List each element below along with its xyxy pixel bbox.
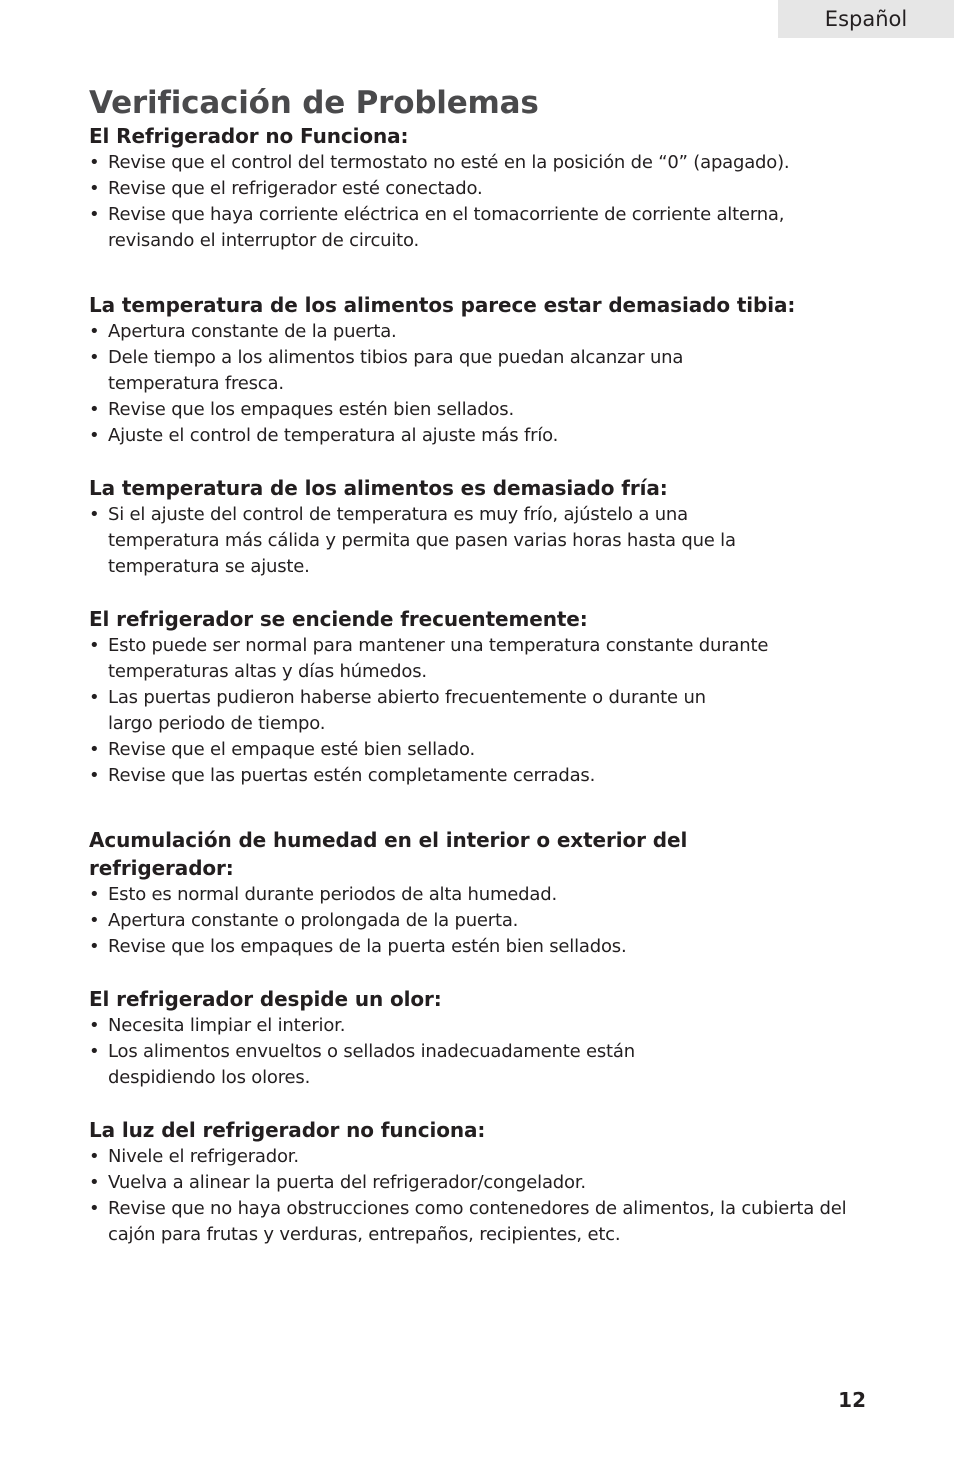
list-item: • Revise que el control del termostato no esté en la posición de “0” (apagado). bbox=[89, 150, 879, 176]
section-heading: La temperatura de los alimentos parece estar demasiado tibia: bbox=[89, 293, 796, 317]
section-heading: La temperatura de los alimentos es demasiado fría: bbox=[89, 476, 668, 500]
list-item: • Nivele el refrigerador. bbox=[89, 1144, 879, 1170]
bullet-list bbox=[89, 1013, 879, 1091]
section-runs-frequently bbox=[89, 605, 879, 789]
list-item: • Revise que el empaque esté bien sellado. bbox=[89, 737, 879, 763]
list-item: • Apertura constante o prolongada de la puerta. bbox=[89, 908, 879, 934]
list-item: • Revise que no haya obstrucciones como contenedores de alimentos, la cubierta del cajón para frutas y verduras, entrepaños, recipientes, etc. bbox=[89, 1196, 858, 1248]
list-item: • Necesita limpiar el interior. bbox=[89, 1013, 879, 1039]
list-item: • Esto puede ser normal para mantener una temperatura constante durante temperaturas altas y días húmedos. bbox=[89, 633, 808, 685]
list-item: • Si el ajuste del control de temperatura es muy frío, ajústelo a una temperatura más cálida y permita que pasen varias horas hasta que la temperatura se ajuste. bbox=[89, 502, 788, 580]
section-food-too-cold bbox=[89, 474, 879, 580]
section-heading: La luz del refrigerador no funciona: bbox=[89, 1118, 486, 1142]
section-heading: Acumulación de humedad en el interior o exterior del refrigerador: bbox=[89, 828, 688, 880]
page-content bbox=[89, 84, 879, 1248]
section-heading: El refrigerador se enciende frecuentemente: bbox=[89, 607, 588, 631]
section-light-not-working bbox=[89, 1116, 879, 1248]
list-item: • Revise que el refrigerador esté conectado. bbox=[89, 176, 879, 202]
bullet-list bbox=[89, 882, 879, 960]
list-item: • Vuelva a alinear la puerta del refrigerador/congelador. bbox=[89, 1170, 879, 1196]
section-refrigerator-not-working bbox=[89, 122, 879, 254]
page-number: 12 bbox=[838, 1388, 866, 1412]
list-item: • Las puertas pudieron haberse abierto frecuentemente o durante un largo periodo de tiempo. bbox=[89, 685, 743, 737]
list-item: • Revise que haya corriente eléctrica en el tomacorriente de corriente alterna, revisando el interruptor de circuito. bbox=[89, 202, 808, 254]
list-item: • Apertura constante de la puerta. bbox=[89, 319, 879, 345]
section-heading: El refrigerador despide un olor: bbox=[89, 987, 442, 1011]
list-item: • Revise que los empaques estén bien sellados. bbox=[89, 397, 879, 423]
bullet-list bbox=[89, 150, 879, 254]
bullet-list bbox=[89, 1144, 879, 1248]
bullet-list bbox=[89, 633, 879, 789]
page-title: Verificación de Problemas bbox=[89, 85, 539, 121]
section-moisture-buildup bbox=[89, 826, 879, 960]
list-item: • Revise que las puertas estén completamente cerradas. bbox=[89, 763, 879, 789]
section-heading: El Refrigerador no Funciona: bbox=[89, 124, 409, 148]
bullet-list bbox=[89, 319, 879, 449]
list-item: • Los alimentos envueltos o sellados inadecuadamente están despidiendo los olores. bbox=[89, 1039, 668, 1091]
list-item: • Esto es normal durante periodos de alta humedad. bbox=[89, 882, 879, 908]
section-odor bbox=[89, 985, 879, 1091]
bullet-list bbox=[89, 502, 879, 580]
list-item: • Ajuste el control de temperatura al ajuste más frío. bbox=[89, 423, 879, 449]
language-tab: Español bbox=[778, 0, 954, 38]
list-item: • Revise que los empaques de la puerta estén bien sellados. bbox=[89, 934, 879, 960]
section-food-too-warm bbox=[89, 291, 879, 449]
list-item: • Dele tiempo a los alimentos tibios para que puedan alcanzar una temperatura fresca. bbox=[89, 345, 738, 397]
